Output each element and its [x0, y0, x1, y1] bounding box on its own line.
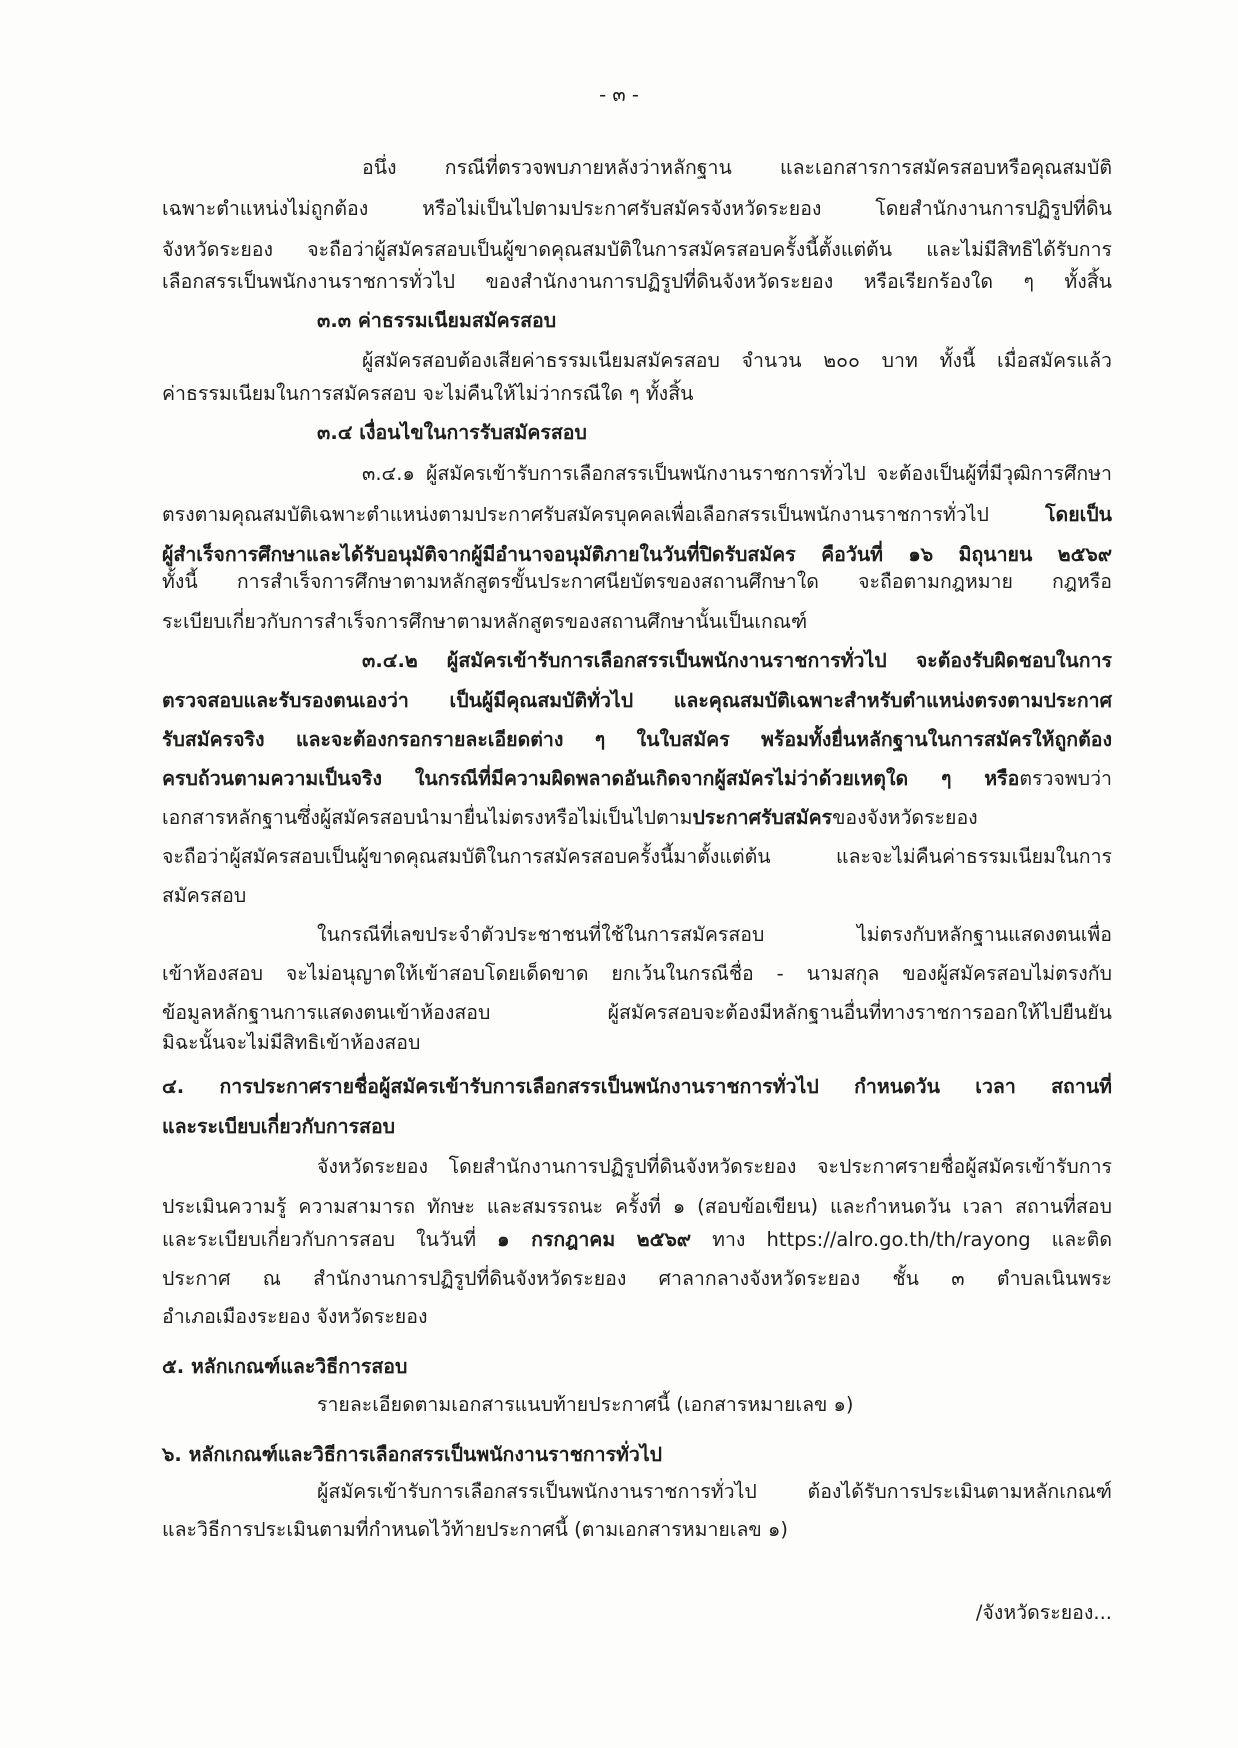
paragraph-line: ระเบียบเกี่ยวกับการสำเร็จการศึกษาตามหลักสูตรของสถานศึกษานั้นเป็นเกณฑ์ — [162, 610, 808, 633]
page-number: - ๓ - — [599, 83, 639, 106]
paragraph-line: เลือกสรรเป็นพนักงานราชการทั่วไป ของสำนักงานการปฏิรูปที่ดินจังหวัดระยอง หรือเรียกร้องใด ๆ ทั้งสิ้น — [162, 270, 1112, 293]
paragraph-line: มิฉะนั้นจะไม่มีสิทธิเข้าห้องสอบ — [162, 1031, 421, 1054]
paragraph-line: ค่าธรรมเนียมในการสมัครสอบ จะไม่คืนให้ไม่ว่ากรณีใด ๆ ทั้งสิ้น — [162, 382, 694, 405]
text-span: ตรวจพบว่า — [1019, 767, 1112, 790]
paragraph-line — [162, 1225, 1112, 1255]
paragraph-line: จะถือว่าผู้สมัครสอบเป็นผู้ขาดคุณสมบัติในการสมัครสอบครั้งนี้มาตั้งแต่ต้น และจะไม่คืนค่าธรรมเนียมในการ — [162, 845, 1112, 868]
paragraph-line: เข้าห้องสอบ จะไม่อนุญาตให้เข้าสอบโดยเด็ดขาด ยกเว้นในกรณีชื่อ - นามสกุล ของผู้สมัครสอบไม่ตรงกับ — [162, 962, 1112, 985]
text-span: และระเบียบเกี่ยวกับการสอบ ในวันที่ — [162, 1228, 498, 1251]
bold-text-span: โดยเป็น — [1045, 503, 1112, 526]
paragraph-line: จังหวัดระยอง โดยสำนักงานการปฏิรูปที่ดินจังหวัดระยอง จะประกาศรายชื่อผู้สมัครเข้ารับการ — [317, 1155, 1112, 1178]
paragraph-line: ผู้สมัครสอบต้องเสียค่าธรรมเนียมสมัครสอบ จำนวน ๒๐๐ บาท ทั้งนี้ เมื่อสมัครแล้ว — [362, 349, 1112, 372]
bold-text-span: ประกาศรับสมัคร — [692, 806, 833, 829]
section-heading-5: ๕. หลักเกณฑ์และวิธีการสอบ — [162, 1355, 408, 1378]
paragraph-line: ๓.๔.๑ ผู้สมัครเข้ารับการเลือกสรรเป็นพนักงานราชการทั่วไป จะต้องเป็นผู้ที่มีวุฒิการศึกษา — [362, 462, 1112, 485]
paragraph-line: เฉพาะตำแหน่งไม่ถูกต้อง หรือไม่เป็นไปตามประกาศรับสมัครจังหวัดระยอง โดยสำนักงานการปฏิรูปที่ดิน — [162, 197, 1112, 220]
section-heading-4: ๔. การประกาศรายชื่อผู้สมัครเข้ารับการเลือกสรรเป็นพนักงานราชการทั่วไป กำหนดวัน เวลา สถานที่ — [162, 1075, 1112, 1098]
paragraph-line-bold: ผู้สำเร็จการศึกษาและได้รับอนุมัติจากผู้มีอำนาจอนุมัติภายในวันที่ปิดรับสมัคร คือวันที่ ๑๖ มิถุนายน ๒๕๖๙ — [162, 543, 1112, 566]
paragraph-line: จังหวัดระยอง จะถือว่าผู้สมัครสอบเป็นผู้ขาดคุณสมบัติในการสมัครสอบครั้งนี้ตั้งแต่ต้น และไม่มีสิทธิได้รับการ — [162, 238, 1112, 261]
paragraph-line: ข้อมูลหลักฐานการแสดงตนเข้าห้องสอบ ผู้สมัครสอบจะต้องมีหลักฐานอื่นที่ทางราชการออกให้ไปยืนยัน — [162, 1001, 1112, 1024]
paragraph-line — [162, 803, 1112, 833]
paragraph-line-bold: ตรวจสอบและรับรองตนเองว่า เป็นผู้มีคุณสมบัติทั่วไป และคุณสมบัติเฉพาะสำหรับตำแหน่งตรงตามประกาศ — [162, 689, 1112, 712]
bold-text-span: ครบถ้วนตามความเป็นจริง ในกรณีที่มีความผิดพลาดอันเกิดจากผู้สมัครไม่ว่าด้วยเหตุใด ๆ หรือ — [162, 767, 1020, 790]
section-heading-3-3: ๓.๓ ค่าธรรมเนียมสมัครสอบ — [317, 309, 557, 332]
paragraph-line: รายละเอียดตามเอกสารแนบท้ายประกาศนี้ (เอกสารหมายเลข ๑) — [317, 1393, 854, 1416]
text-span: ของจังหวัดระยอง — [832, 806, 978, 829]
text-span: เอกสารหลักฐานซึ่งผู้สมัครสอบนำมายื่นไม่ตรงหรือไม่เป็นไปตาม — [162, 806, 693, 829]
paragraph-line: ประกาศ ณ สำนักงานการปฏิรูปที่ดินจังหวัดระยอง ศาลากลางจังหวัดระยอง ชั้น ๓ ตำบลเนินพระ — [162, 1267, 1112, 1290]
paragraph-line — [162, 500, 1112, 530]
section-heading-3-4: ๓.๔ เงื่อนไขในการรับสมัครสอบ — [317, 421, 587, 444]
paragraph-line: อำเภอเมืองระยอง จังหวัดระยอง — [162, 1305, 428, 1328]
text-span: ทาง https://alro.go.th/th/rayong และติด — [691, 1228, 1112, 1251]
section-heading-4-cont: และระเบียบเกี่ยวกับการสอบ — [162, 1115, 396, 1138]
paragraph-line: ผู้สมัครเข้ารับการเลือกสรรเป็นพนักงานราชการทั่วไป ต้องได้รับการประเมินตามหลักเกณฑ์ — [317, 1480, 1112, 1503]
paragraph-line-bold: ๓.๔.๒ ผู้สมัครเข้ารับการเลือกสรรเป็นพนักงานราชการทั่วไป จะต้องรับผิดชอบในการ — [362, 649, 1112, 672]
continuation-marker: /จังหวัดระยอง... — [975, 1601, 1112, 1624]
paragraph-line: ทั้งนี้ การสำเร็จการศึกษาตามหลักสูตรขั้นประกาศนียบัตรของสถานศึกษาใด จะถือตามกฎหมาย กฎหรือ — [162, 570, 1112, 593]
paragraph-line-bold: รับสมัครจริง และจะต้องกรอกรายละเอียดต่าง ๆ ในใบสมัคร พร้อมทั้งยื่นหลักฐานในการสมัครให้ถูกต้อง — [162, 728, 1112, 751]
paragraph-line: และวิธีการประเมินตามที่กำหนดไว้ท้ายประกาศนี้ (ตามเอกสารหมายเลข ๑) — [162, 1518, 788, 1541]
paragraph-line: อนึ่ง กรณีที่ตรวจพบภายหลังว่าหลักฐาน และเอกสารการสมัครสอบหรือคุณสมบัติ — [362, 156, 1112, 179]
text-span: ตรงตามคุณสมบัติเฉพาะตำแหน่งตามประกาศรับสมัครบุคคลเพื่อเลือกสรรเป็นพนักงานราชการทั่วไป — [162, 503, 1046, 526]
paragraph-line: ในกรณีที่เลขประจำตัวประชาชนที่ใช้ในการสมัครสอบ ไม่ตรงกับหลักฐานแสดงตนเพื่อ — [317, 923, 1112, 946]
paragraph-line — [162, 764, 1112, 794]
bold-text-span: ๑ กรกฎาคม ๒๕๖๙ — [497, 1228, 692, 1251]
paragraph-line: สมัครสอบ — [162, 884, 247, 907]
paragraph-line: ประเมินความรู้ ความสามารถ ทักษะ และสมรรถนะ ครั้งที่ ๑ (สอบข้อเขียน) และกำหนดวัน เวลา สถานที่สอบ — [162, 1195, 1112, 1218]
section-heading-6: ๖. หลักเกณฑ์และวิธีการเลือกสรรเป็นพนักงานราชการทั่วไป — [162, 1443, 663, 1466]
